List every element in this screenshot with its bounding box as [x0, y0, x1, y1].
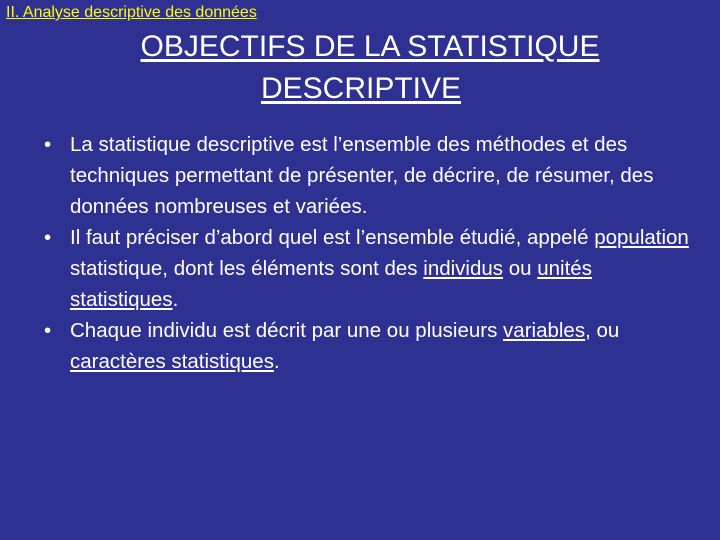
bullet-item [44, 129, 704, 222]
bullet-item [44, 315, 704, 377]
bullet-text: Chaque individu est décrit par une ou plusieurs [70, 319, 504, 342]
term-caracteres-statistiques: caractères statistiques [70, 350, 274, 373]
section-label: II. Analyse descriptive des données [6, 4, 257, 21]
bullet-text: , ou [585, 319, 620, 342]
term-individus: individus [423, 257, 504, 280]
bullet-text: statistique, dont les éléments sont des [70, 257, 424, 280]
title-line-1: OBJECTIFS DE LA STATISTIQUE [140, 30, 600, 63]
title-line-2: DESCRIPTIVE [260, 72, 462, 105]
bullet-text: ou [503, 257, 538, 280]
slide-title [0, 26, 720, 110]
bullet-text: . [273, 350, 280, 373]
term-population: population [594, 226, 689, 249]
bullet-text: Il faut préciser d’abord quel est l’ensemble étudié, appelé [70, 226, 595, 249]
bullet-icon: • [44, 319, 52, 342]
bullet-text: . [172, 288, 179, 311]
term-unites-statistiques: unités statistiques [70, 257, 592, 311]
bullet-list [44, 129, 704, 377]
bullet-text: La statistique descriptive est l’ensemble des méthodes et des techniques permettant de présenter, de décrire, de résumer, des données nombreuses et variées. [70, 133, 654, 218]
bullet-item [44, 222, 704, 315]
bullet-icon: • [44, 226, 52, 249]
bullet-icon: • [44, 133, 52, 156]
term-variables: variables [503, 319, 586, 342]
